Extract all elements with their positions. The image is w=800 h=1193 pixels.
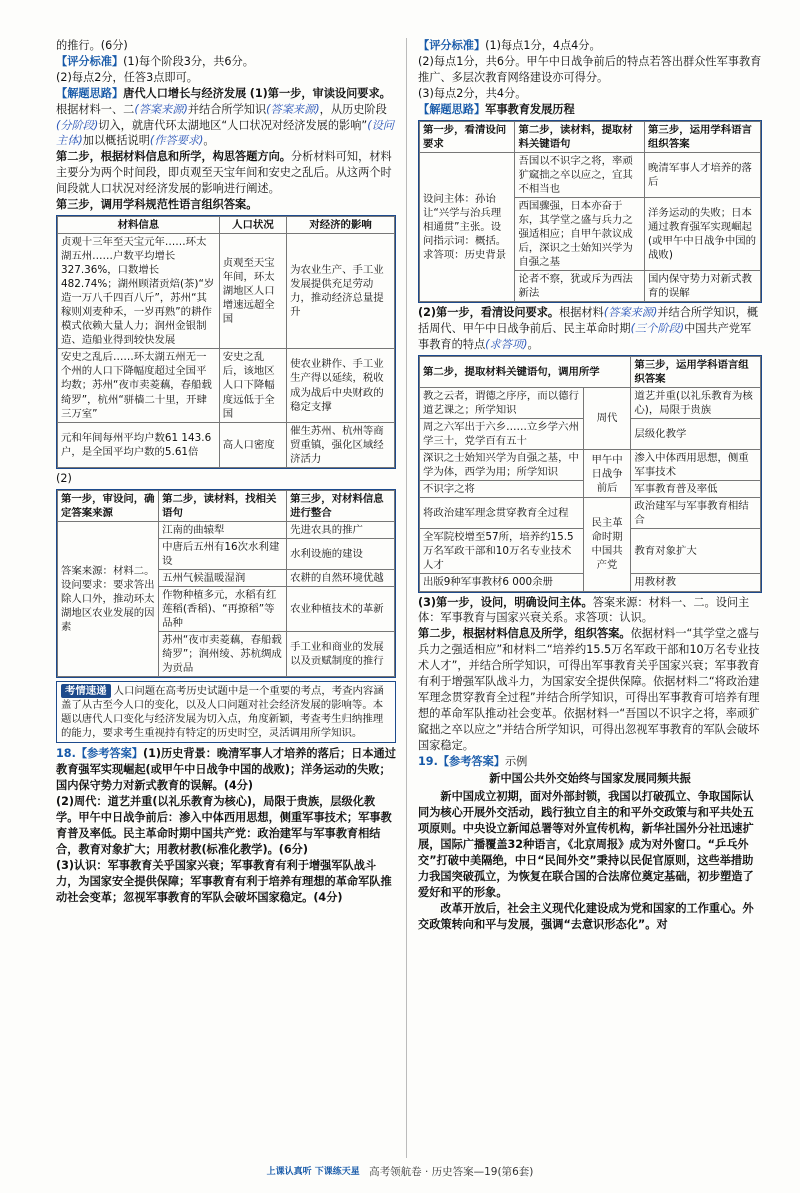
table-cell: 作物种植多元，水稻有红莲稻(香稻)、“再撩稻”等品种 bbox=[159, 586, 287, 631]
period-cell: 甲午中日战争前后 bbox=[583, 450, 631, 498]
table-cell: 渗入中体西用思想，侧重军事技术 bbox=[631, 450, 761, 481]
table-row bbox=[420, 450, 761, 481]
text-line: (2)每点1分，共6分。甲午中日战争前后的特点若答出群众性军事教育推广、多层次教育网络建设亦可得分。 bbox=[418, 54, 762, 84]
period-cell: 民主革命时期中国共产党 bbox=[583, 498, 631, 591]
handwritten-note: (三个阶段) bbox=[630, 322, 685, 335]
table-cell: 农耕的自然环境优越 bbox=[287, 569, 395, 586]
left-column bbox=[56, 38, 396, 905]
table-cell: 农业种植技术的革新 bbox=[287, 586, 395, 631]
table-row bbox=[420, 498, 761, 529]
text-line: 的推行。(6分) bbox=[56, 39, 128, 52]
table-cell: 道艺并重(以礼乐教育为核心)，局限于贵族 bbox=[631, 387, 761, 418]
table-header: 第三步，运用学科语言组织答案 bbox=[645, 121, 761, 152]
exam-insight-text: 人口问题在高考历史试题中是一个重要的考点，考查内容涵盖了从古至今人口的变化，以及人口问题对社会经济发展的影响等。本题以唐代人口变化与经济发展为切入点，角度新颖，考查考生归纳推理的能力，要求考生重视持有特定的历史时空，灵活调用所学知识。 bbox=[61, 685, 384, 740]
table-cell: 晚清军事人才培养的落后 bbox=[645, 152, 761, 197]
table-cell: 苏州“夜市卖菱藕，春船载绮罗”；润州绫、苏杭绸成为贡品 bbox=[159, 632, 287, 677]
table-header-row bbox=[58, 216, 395, 233]
section-tag: 【解题思路】 bbox=[418, 102, 486, 116]
table-header: 第三步，对材料信息进行整合 bbox=[287, 490, 395, 521]
column-divider bbox=[406, 38, 407, 1158]
table-row bbox=[58, 234, 395, 349]
solution-idea bbox=[418, 102, 762, 118]
table-cell: 出版9种军事教材6 000余册 bbox=[420, 574, 584, 591]
table-header-row bbox=[420, 356, 761, 387]
table-cell: 贞观十三年至天宝元年……环太湖五州……户数平均增长327.36%，口数增长482.74%；湖州顾渚贡焙(茶)“岁造一万八千四百八斤”，苏州“其稼则刈麦种禾，一岁再熟”的耕作模式依赖大量人力；润州金银制造、造船业得到较快发展 bbox=[58, 234, 220, 349]
table-cell: 洋务运动的失败；日本通过教育强军实现崛起(或甲午中日战争中国的战败) bbox=[645, 197, 761, 270]
table-cell: 手工业和商业的发展以及贡赋制度的推行 bbox=[287, 632, 395, 677]
table-header-row bbox=[58, 490, 395, 521]
scoring-standard: 【评分标准】(1)每点1分，4点4分。 bbox=[418, 39, 601, 52]
table-header: 第一步，看清设问要求 bbox=[420, 121, 515, 152]
table-cell: 不识字之将 bbox=[420, 481, 584, 498]
section-tag: 【评分标准】 bbox=[418, 39, 486, 52]
q18-answer-3: (3)认识：军事教育关乎国家兴衰；军事教育有利于增强军队战斗力，为国家安全提供保障；军事教育有利于培养有理想的革命军队推动社会变革；忽视军事教育的军队会破坏国家稳定。(4分) bbox=[56, 858, 392, 904]
table-population-economy bbox=[56, 215, 396, 469]
right-column bbox=[418, 38, 762, 933]
table-header-row bbox=[420, 121, 761, 152]
table-header: 第三步，运用学科语言组织答案 bbox=[631, 356, 761, 387]
table-cell: 五州气候温暖湿润 bbox=[159, 569, 287, 586]
handwritten-note: (答案来源) bbox=[134, 102, 188, 116]
table-cell: 使农业耕作、手工业生产得以延续，税收成为战后中央财政的稳定支撑 bbox=[287, 349, 395, 422]
page-footer bbox=[0, 1165, 800, 1180]
exam-insight-label: 考情速递 bbox=[61, 684, 111, 698]
table-cell: 江南的曲辕犁 bbox=[159, 521, 287, 538]
table-agri-factors bbox=[56, 489, 396, 679]
step-two: 第二步，根据材料信息和所学，构思答题方向。分析材料可知，材料主要分为两个时间段，即贞观至天宝年间和安史之乱后。从这两个时间段就人口状况对经济发展的影响进行阐述。 bbox=[56, 150, 392, 196]
handwritten-note: (设问主体) bbox=[56, 118, 394, 148]
scoring-standard: 【评分标准】(1)每个阶段3分，共6分。 bbox=[56, 54, 254, 68]
table-cell: 答案来源：材料二。设问要求：要求答出除人口外，推动环太湖地区农业发展的因素 bbox=[58, 521, 159, 676]
table-cell: 周之六军出于六乡……立乡学六州学三十，党学百有五十 bbox=[420, 419, 584, 450]
table-cell: 深识之士始知兴学为自强之基，中学为体，西学为用；所学知识 bbox=[420, 450, 584, 481]
essay-paragraph: 新中国成立初期，面对外部封锁，我国以打破孤立、争取国际认同为核心开展外交活动，践行独立自主的和平外交政策与和平共处五项原则。中央设立新闻总署等对外宣传机构，新华社国外分社迅速扩展，国际广播覆盖32种语言，《北京周报》成为对外窗口。“乒乓外交”打破中美隔绝，中日“民间外交”秉持以民促官原则，这些举措助力我国突破孤立，为恢复在联合国的合法席位奠定基础，初步塑造了爱好和平的形象。 bbox=[418, 790, 754, 899]
period-cell: 周代 bbox=[583, 387, 631, 449]
table-cell: 中唐后五州有16次水利建设 bbox=[159, 538, 287, 569]
q19-answer-heading: 19.【参考答案】示例 bbox=[418, 754, 528, 768]
table-row bbox=[420, 387, 761, 418]
table-cell: 政治建军与军事教育相结合 bbox=[631, 498, 761, 529]
table-cell: 军事教育普及率低 bbox=[631, 481, 761, 498]
table-cell: 贞观至天宝年间，环太湖地区人口增速远超全国 bbox=[219, 234, 286, 349]
text-line: (3)每点2分，共4分。 bbox=[418, 86, 527, 100]
section-tag: 【解题思路】 bbox=[56, 86, 124, 100]
handwritten-note: (作答要求) bbox=[149, 134, 204, 148]
section-tag: 【评分标准】 bbox=[56, 54, 124, 68]
step-three: 第三步，调用学科规范性语言组织答案。 bbox=[56, 198, 258, 212]
table-cell: 水利设施的建设 bbox=[287, 538, 395, 569]
table-cell: 教育对象扩大 bbox=[631, 529, 761, 574]
table-header: 第二步，读材料，找相关语句 bbox=[159, 490, 287, 521]
step-three-1: (3)第一步，设问，明确设问主体。答案来源：材料一、二。设问主体：军事教育与国家兴衰关系。求答项：认识。 bbox=[418, 595, 750, 625]
table-cell: 将政治建军理念贯穿教育全过程 bbox=[420, 498, 584, 529]
table-cell: 先进农具的推广 bbox=[287, 521, 395, 538]
q18-answer-2: (2)周代：道艺并重(以礼乐教育为核心)，局限于贵族，层级化教学。甲午中日战争前后：渗入中体西用思想，侧重军事技术；军事教育普及率低。民主革命时期中国共产党：政治建军与军事教育相结合，教育对象扩大；用教材教(标准化教学)。(6分) bbox=[56, 795, 392, 856]
table-military-periods bbox=[418, 355, 762, 593]
text-line: (2) bbox=[56, 471, 72, 485]
q18-answer-heading: 18.【参考答案】(1)历史背景：晚清军事人才培养的落后；日本通过教育强军实现崛起(或甲午中日战争中国的战败)；洋务运动的失败；国内保守势力对新式教育的误解。(4分) bbox=[56, 747, 396, 793]
table-row bbox=[420, 152, 761, 197]
table-cell: 高人口密度 bbox=[219, 422, 286, 467]
table-cell: 安史之乱后……环太湖五州无一个州的人口下降幅度超过全国平均数；苏州“夜市卖菱藕，春船载绮罗”，杭州“骈樯二十里，开肆三万室” bbox=[58, 349, 220, 422]
table-cell: 全军院校增至57所，培养约15.5万名军政干部和10万名专业技术人才 bbox=[420, 529, 584, 574]
handwritten-note: (答案来源) bbox=[266, 102, 320, 116]
step-one-2: (2)第一步，看清设问要求。根据材料(答案来源)并结合所学知识，概括周代、甲午中日战争前后、民主革命时期(三个阶段)中国共产党军事教育的特点(求答项)。 bbox=[418, 306, 759, 351]
table-cell: 设问主体：孙诒让“兴学与治兵理相通贯”主张。设问指示词：概括。求答项：历史背景 bbox=[420, 152, 515, 301]
table-header: 第一步，审设问，确定答案来源 bbox=[58, 490, 159, 521]
table-row bbox=[58, 422, 395, 467]
table-cell: 国内保守势力对新式教育的误解 bbox=[645, 271, 761, 302]
exam-insight-box bbox=[56, 681, 396, 743]
table-cell: 西国骤强，日本亦奋于东，其学堂之盛与兵力之强适相应；自甲午款议成后，深识之士始知兴学为自强之基 bbox=[515, 197, 645, 270]
table-cell: 催生苏州、杭州等商贸重镇，强化区域经济活力 bbox=[287, 422, 395, 467]
solution-idea: 【解题思路】唐代人口增长与经济发展 (1)第一步，审读设问要求。根据材料一、二(答案来源)并结合所学知识(答案来源)，从历史阶段(分阶段)切入，就唐代环太湖地区“人口状况对经济发展的影响”(设问主体)加以概括说明(作答要求)。 bbox=[56, 86, 394, 148]
table-cell: 吾国以不识字之将，率顽犷窳拙之卒以应之，宜其不相当也 bbox=[515, 152, 645, 197]
handwritten-note: (分阶段) bbox=[56, 118, 99, 132]
section-title: 唐代人口增长与经济发展 bbox=[123, 86, 247, 100]
table-cell: 层级化教学 bbox=[631, 419, 761, 450]
footer-text: 高考领航卷 · 历史答案—19(第6套) bbox=[369, 1166, 534, 1178]
text-line: (2)每点2分，任答3点即可。 bbox=[56, 70, 198, 84]
table-cell: 用教材教 bbox=[631, 574, 761, 591]
table-header: 人口状况 bbox=[219, 216, 286, 233]
table-header: 第二步，读材料，提取材料关键语句 bbox=[515, 121, 645, 152]
publisher-logo: 上课认真听 下课练天星 bbox=[266, 1166, 360, 1177]
table-row bbox=[58, 521, 395, 538]
table-header: 材料信息 bbox=[58, 216, 220, 233]
section-title: 军事教育发展历程 bbox=[485, 102, 575, 116]
essay-paragraph: 改革开放后，社会主义现代化建设成为党和国家的工作重心。外交政策转向和平与发展，强调“去意识形态化”。对 bbox=[418, 901, 754, 931]
table-cell: 元和年间每州平均户数61 143.6户，是全国平均户数的5.61倍 bbox=[58, 422, 220, 467]
step-three-2: 第二步，根据材料信息及所学，组织答案。依据材料一“其学堂之盛与兵力之强适相应”和材料二“培养约15.5万名军政干部和10万名专业技术人才”，并结合所学知识，可得出军事教育关乎国家兴衰；军事教育有利于增强军队战斗力，为国家安全提供保障。依据材料二“将政治建军理念贯穿教育全过程”并结合所学知识，可得出军事教育可培养有理想的革命军队推动社会变革。依据材料一“吾国以不识字之将，率顽犷窳拙之卒以应之”并结合所学知识，可得出忽视军事教育的军队会破坏国家稳定。 bbox=[418, 627, 760, 752]
table-cell: 论者不察，犹或斥为西法新法 bbox=[515, 271, 645, 302]
table-military-background bbox=[418, 120, 762, 304]
table-row bbox=[58, 349, 395, 422]
table-cell: 安史之乱后，该地区人口下降幅度远低于全国 bbox=[219, 349, 286, 422]
essay-title: 新中国公共外交始终与国家发展同频共振 bbox=[489, 772, 691, 786]
table-header: 第二步，提取材料关键语句，调用所学 bbox=[420, 356, 631, 387]
table-header: 对经济的影响 bbox=[287, 216, 395, 233]
handwritten-note: (求答项) bbox=[485, 337, 528, 351]
table-cell: 为农业生产、手工业发展提供充足劳动力，推动经济总量提升 bbox=[287, 234, 395, 349]
handwritten-note: (答案来源) bbox=[603, 306, 658, 320]
table-cell: 教之云者，谓德之序序，而以德行道艺课之；所学知识 bbox=[420, 387, 584, 418]
